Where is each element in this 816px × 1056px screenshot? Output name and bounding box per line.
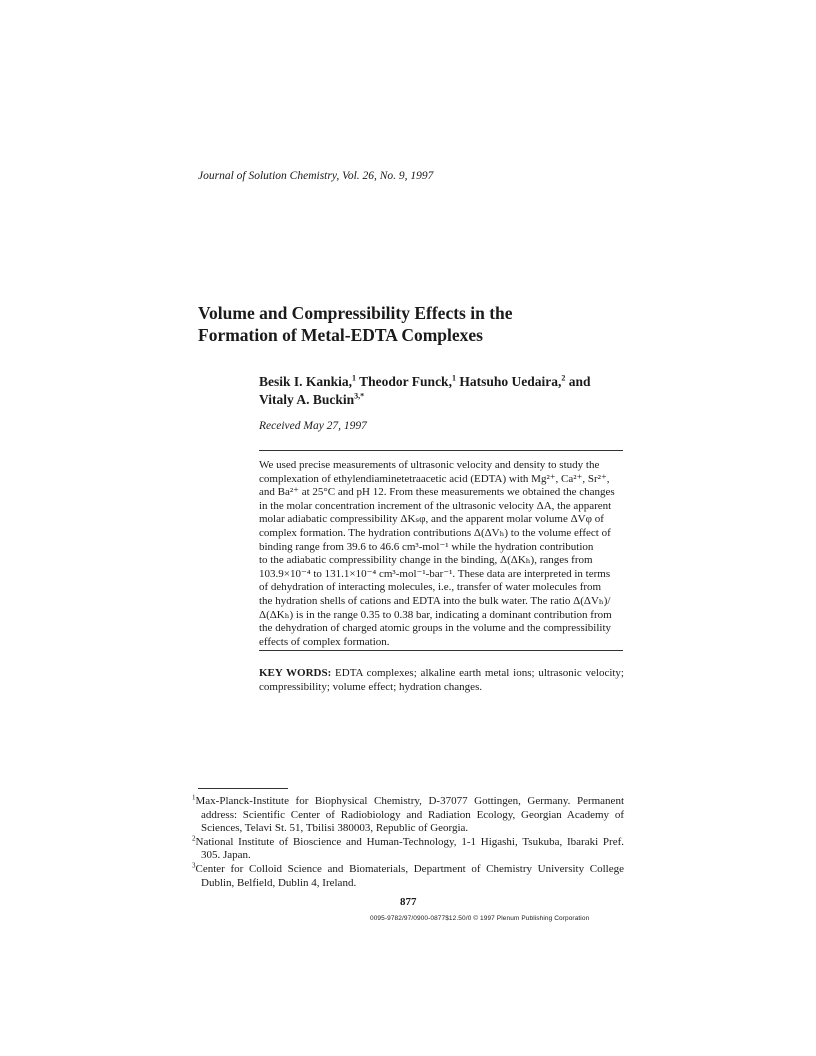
author-name: Vitaly A. Buckin [259, 392, 355, 407]
footnote-rule [198, 788, 288, 789]
abstract [259, 459, 624, 649]
abstract-line: We used precise measurements of ultrasonic velocity and density to study the [259, 459, 600, 471]
author-name: Theodor Funck, [359, 374, 452, 389]
abstract-line: molar adiabatic compressibility ΔKₛφ, and the apparent molar volume ΔVφ of [259, 513, 604, 526]
keywords-text: EDTA complexes; alkaline earth metal ions; ultrasonic velocity; compressibility; volume effect; hydration changes. [259, 667, 624, 693]
copyright-line: 0095-9782/97/0900-0877$12.50/0 © 1997 Plenum Publishing Corporation [370, 915, 590, 922]
footnote-text: Max-Planck-Institute for Biophysical Chemistry, D-37077 Gottingen, Germany. Permanent address: Scientific Center of Radiobiology and Radiation Ecology, Georgian Academy of Sciences, Telavi St. 51, Tbilisi 380003, Republic of Georgia. [195, 795, 624, 835]
title-line-2: Formation of Metal-EDTA Complexes [198, 325, 483, 345]
abstract-line: binding range from 39.6 to 46.6 cm³-mol⁻¹ while the hydration contribution [259, 540, 594, 553]
page-number: 877 [400, 896, 417, 908]
abstract-line: complexation of ethylendiaminetetraacetic acid (EDTA) with Mg²⁺, Ca²⁺, Sr²⁺, [259, 472, 610, 485]
author-name: Hatsuho Uedaira, [459, 374, 562, 389]
keywords [259, 667, 624, 694]
footnote-mark: 1 [192, 793, 196, 802]
abstract-line: the hydration shells of cations and EDTA into the bulk water. The ratio Δ(ΔVₕ)/ [259, 594, 611, 607]
abstract-line: effects of complex formation. [259, 635, 390, 648]
footnote-mark: 3 [192, 861, 196, 870]
article-title [198, 302, 638, 346]
author-affiliation-mark: 2 [561, 373, 566, 383]
abstract-line: to the adiabatic compressibility change in the binding, Δ(ΔKₕ), ranges from [259, 554, 593, 567]
author-list [259, 373, 639, 409]
abstract-line: complex formation. The hydration contributions Δ(ΔVₕ) to the volume effect of [259, 526, 611, 539]
footnote [192, 836, 624, 863]
author-affiliation-mark: 1 [352, 373, 357, 383]
abstract-bottom-rule [259, 650, 623, 651]
footnote [192, 863, 624, 890]
abstract-line: 103.9×10⁻⁴ to 131.1×10⁻⁴ cm³-mol⁻¹-bar⁻¹. These data are interpreted in terms [259, 567, 611, 580]
abstract-line: in the molar concentration increment of the ultrasonic velocity ΔA, the apparent [259, 499, 612, 512]
title-line-1: Volume and Compressibility Effects in the [198, 303, 513, 323]
abstract-line: Δ(ΔKₕ) is in the range 0.35 to 0.38 bar, indicating a dominant contribution from [259, 608, 612, 621]
footnotes [192, 795, 624, 890]
footnote-text: National Institute of Bioscience and Human-Technology, 1-1 Higashi, Tsukuba, Ibaraki Pref. 305. Japan. [195, 835, 624, 862]
abstract-line: the dehydration of charged atomic groups in the volume and the compressibility [259, 622, 612, 635]
footnote-mark: 2 [192, 834, 196, 843]
author-affiliation-mark: 3,* [354, 391, 365, 401]
footnote [192, 795, 624, 836]
abstract-line: and Ba²⁺ at 25°C and pH 12. From these measurements we obtained the changes [259, 486, 615, 499]
journal-citation: Journal of Solution Chemistry, Vol. 26, No. 9, 1997 [198, 170, 434, 182]
author-name: Besik I. Kankia, [259, 374, 353, 389]
abstract-line: of dehydration of interacting molecules, i.e., transfer of water molecules from [259, 581, 602, 594]
received-date: Received May 27, 1997 [259, 420, 367, 432]
footnote-text: Center for Colloid Science and Biomaterials, Department of Chemistry University College Dublin, Belfield, Dublin 4, Ireland. [195, 862, 624, 889]
keywords-label: KEY WORDS: [259, 667, 332, 679]
author-separator: and [568, 374, 591, 389]
author-affiliation-mark: 1 [451, 373, 456, 383]
abstract-top-rule [259, 450, 623, 451]
